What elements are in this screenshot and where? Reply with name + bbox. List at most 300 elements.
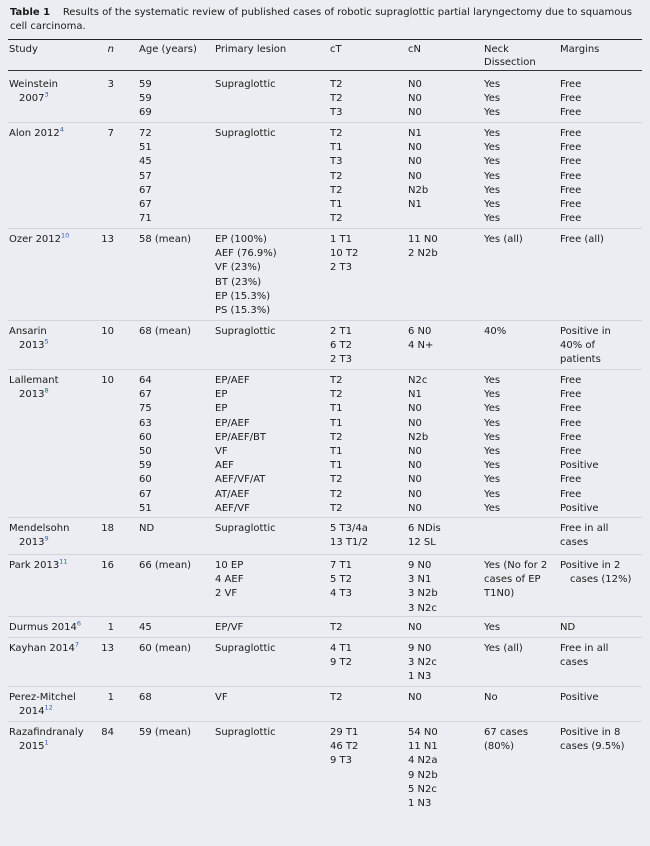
cn-cell (408, 642, 437, 685)
study-text: 2015 (19, 741, 45, 753)
ct-cell (330, 522, 368, 550)
neck-dissection-cell (484, 374, 500, 516)
ct-cell-line: T2 (330, 431, 343, 443)
cn-cell-line: N0 (408, 474, 422, 486)
neck-dissection-cell (484, 78, 500, 121)
cn-cell (408, 374, 428, 516)
cn-cell-line: 2 N2b (408, 248, 438, 260)
age-cell-line: 59 (139, 79, 152, 90)
primary-lesion-cell-line: Supraglottic (215, 79, 276, 90)
cn-cell (408, 78, 422, 121)
cn-cell-line: N1 (408, 199, 422, 211)
study-cell (9, 127, 64, 141)
ct-cell-line: 2 T3 (330, 354, 353, 366)
primary-lesion-cell (215, 127, 276, 141)
ct-cell-line: 7 T1 (330, 560, 353, 571)
n-cell: 7 (107, 128, 114, 139)
neck-dissection-cell-line: Yes (484, 79, 501, 90)
age-cell-line: 60 (mean) (139, 643, 192, 654)
reference-link[interactable]: 6 (76, 619, 82, 628)
neck-dissection-cell-line: Yes (484, 375, 501, 386)
study-text: Weinstein (9, 79, 58, 90)
neck-dissection-cell-line: Yes (484, 502, 501, 514)
study-text: Kayhan 2014 (9, 643, 75, 654)
study-cell (9, 621, 81, 635)
age-cell (139, 374, 152, 516)
ct-cell-line: T1 (330, 460, 343, 472)
age-cell-line: 51 (139, 142, 152, 154)
study-text: 2007 (19, 93, 45, 105)
study-text: Razafindranaly (9, 727, 84, 738)
primary-lesion-cell-line: 4 AEF (215, 574, 244, 586)
reference-link[interactable]: 9 (44, 534, 49, 543)
neck-dissection-cell (484, 127, 500, 226)
ct-cell (330, 642, 352, 670)
cn-cell-line: 5 N2c (408, 783, 437, 795)
age-cell-line: 59 (139, 460, 152, 472)
n-cell: 3 (107, 79, 114, 90)
cn-cell-line: N2b (408, 431, 429, 443)
ct-cell-line: T1 (330, 403, 343, 415)
margins-cell-line: Free (560, 79, 582, 90)
row-separator (8, 517, 642, 518)
ct-cell-line: T2 (330, 128, 343, 139)
ct-cell-line: T2 (330, 184, 343, 196)
margins-cell-line: patients (560, 354, 601, 366)
neck-dissection-cell-line: Yes (484, 474, 501, 486)
age-cell-line: 67 (139, 389, 152, 401)
ct-cell-line: T2 (330, 502, 343, 514)
ct-cell-line: 6 T2 (330, 340, 353, 352)
margins-cell (560, 233, 604, 247)
ct-cell-line: 4 T1 (330, 643, 353, 654)
primary-lesion-cell-line: 2 VF (215, 588, 238, 600)
ct-cell-line: T2 (330, 213, 343, 225)
study-text: Durmus 2014 (9, 622, 77, 633)
margins-cell-line: Free (560, 474, 582, 486)
primary-lesion-cell-line: EP (215, 389, 228, 401)
ct-cell (330, 374, 342, 516)
primary-lesion-cell (215, 522, 276, 536)
reference-link[interactable]: 11 (59, 557, 68, 566)
header-neck-dissection-line2: Dissection (484, 57, 536, 68)
cn-cell (408, 233, 438, 261)
margins-cell-line: Free (560, 375, 582, 386)
age-cell (139, 559, 191, 573)
margins-cell-line: Free (560, 431, 582, 443)
reference-link[interactable]: 4 (59, 125, 64, 134)
study-text: 2013 (19, 537, 45, 549)
row-separator (8, 616, 642, 617)
table-caption (10, 6, 640, 34)
cn-cell-line: 9 N0 (408, 560, 432, 571)
reference-link[interactable]: 3 (44, 90, 49, 99)
age-cell (139, 642, 191, 656)
primary-lesion-cell (215, 691, 228, 705)
neck-dissection-cell-line: T1N0) (484, 588, 515, 600)
ct-cell-line: T2 (330, 488, 343, 500)
age-cell-line: 59 (mean) (139, 727, 192, 738)
age-cell (139, 726, 191, 740)
ct-cell-line: T1 (330, 142, 343, 154)
margins-cell (560, 78, 581, 121)
study-line (9, 522, 69, 536)
reference-link[interactable]: 7 (74, 640, 79, 649)
age-cell-line: 67 (139, 199, 152, 211)
neck-dissection-cell-line: Yes (484, 184, 501, 196)
age-cell (139, 522, 154, 536)
study-cell (9, 325, 49, 353)
top-rule (8, 39, 642, 40)
study-line (9, 621, 81, 635)
neck-dissection-cell-line: Yes (484, 170, 501, 182)
margins-cell-line: Free (560, 142, 582, 154)
neck-dissection-cell-line: Yes (484, 622, 501, 633)
cn-cell-line: 6 NDis (408, 523, 441, 534)
margins-cell-line: Free (560, 403, 582, 415)
ct-cell-line: 2 T3 (330, 262, 353, 274)
row-separator (8, 721, 642, 722)
header-neck-dissection-line1: Neck (484, 44, 509, 55)
cn-cell-line: N0 (408, 502, 422, 514)
primary-lesion-cell-line: VF (215, 446, 228, 458)
primary-lesion-cell-line: EP/AEF/BT (215, 431, 266, 443)
cn-cell-line: N0 (408, 93, 422, 105)
margins-cell-line: Positive in 8 (560, 727, 621, 738)
ct-cell-line: 46 T2 (330, 741, 359, 753)
primary-lesion-cell-line: Supraglottic (215, 523, 276, 534)
neck-dissection-cell-line: Yes (No for 2 (484, 560, 548, 571)
header-ct: cT (330, 44, 342, 55)
neck-dissection-cell (484, 726, 528, 754)
margins-cell-line: Positive in 2 (560, 560, 621, 571)
cn-cell-line: N0 (408, 622, 422, 633)
row-separator (8, 228, 642, 229)
caption-text: Results of the systematic review of published cases of robotic supraglottic partial laryngectomy due to squamous cell carcinoma. (10, 7, 632, 32)
primary-lesion-cell-line: Supraglottic (215, 727, 276, 738)
n-cell: 84 (101, 727, 114, 738)
primary-lesion-cell (215, 559, 243, 602)
margins-cell (560, 127, 581, 226)
primary-lesion-cell (215, 233, 277, 318)
margins-cell-line: Free (560, 488, 582, 500)
header-neck-dissection (484, 43, 536, 69)
study-line (9, 92, 58, 106)
ct-cell-line: 5 T2 (330, 574, 353, 586)
age-cell (139, 691, 152, 705)
primary-lesion-cell-line: AEF/VF (215, 502, 250, 514)
study-line (9, 691, 76, 705)
cn-cell-line: 11 N0 (408, 234, 438, 245)
cn-cell (408, 522, 441, 550)
neck-dissection-cell-line: Yes (all) (484, 234, 523, 245)
neck-dissection-cell (484, 233, 523, 247)
ct-cell (330, 559, 352, 602)
age-cell-line: 69 (139, 107, 152, 119)
study-line (9, 325, 49, 339)
primary-lesion-cell-line: EP (100%) (215, 234, 267, 245)
study-text: 2013 (19, 389, 45, 401)
neck-dissection-cell-line: Yes (484, 431, 501, 443)
cn-cell-line: N2b (408, 184, 429, 196)
cn-cell-line: 11 N1 (408, 741, 438, 753)
header-age: Age (years) (139, 44, 197, 55)
cn-cell-line: N0 (408, 107, 422, 119)
margins-cell-line: Free in all (560, 643, 609, 654)
reference-link[interactable]: 12 (44, 703, 53, 712)
ct-cell-line: T2 (330, 622, 343, 633)
ct-cell (330, 621, 342, 635)
study-line (9, 233, 69, 247)
primary-lesion-cell-line: AT/AEF (215, 488, 250, 500)
neck-dissection-cell (484, 621, 500, 635)
primary-lesion-cell (215, 726, 276, 740)
margins-cell-line: Free (560, 170, 582, 182)
ct-cell-line: T2 (330, 79, 343, 90)
row-separator (8, 320, 642, 321)
age-cell-line: 51 (139, 502, 152, 514)
ct-cell-line: T3 (330, 156, 343, 168)
ct-cell-line: 4 T3 (330, 588, 353, 600)
cn-cell-line: 3 N2c (408, 657, 437, 669)
study-line (9, 559, 68, 573)
age-cell-line: 59 (139, 93, 152, 105)
cn-cell-line: 3 N2b (408, 588, 438, 600)
primary-lesion-cell (215, 621, 243, 635)
age-cell (139, 621, 152, 635)
cn-cell-line: N0 (408, 142, 422, 154)
cn-cell-line: 4 N2a (408, 755, 438, 767)
header-primary-lesion: Primary lesion (215, 44, 287, 55)
cn-cell-line: N1 (408, 389, 422, 401)
ct-cell-line: T2 (330, 474, 343, 486)
header-margins: Margins (560, 44, 600, 55)
age-cell (139, 78, 152, 121)
margins-cell-line: 40% of (560, 340, 596, 352)
age-cell-line: 67 (139, 184, 152, 196)
primary-lesion-cell-line: EP (215, 403, 228, 415)
primary-lesion-cell-line: EP/AEF (215, 417, 250, 429)
cn-cell-line: 3 N2c (408, 602, 437, 614)
primary-lesion-cell-line: EP/AEF (215, 375, 250, 386)
n-cell: 13 (101, 234, 114, 245)
margins-cell-line: ND (560, 622, 576, 633)
primary-lesion-cell-line: BT (23%) (215, 276, 262, 288)
margins-cell-line: cases (560, 657, 589, 669)
neck-dissection-cell (484, 559, 547, 602)
n-cell: 16 (101, 560, 114, 571)
primary-lesion-cell-line: Supraglottic (215, 643, 276, 654)
age-cell-line: 63 (139, 417, 152, 429)
reference-link[interactable]: 5 (44, 337, 49, 346)
margins-cell-line: Free (560, 93, 582, 105)
margins-cell-line: Free in all (560, 523, 609, 534)
study-text: Alon 2012 (9, 128, 60, 139)
neck-dissection-cell-line: Yes (484, 107, 501, 119)
header-n: n (107, 44, 114, 55)
age-cell-line: 68 (139, 692, 152, 703)
age-cell-line: 67 (139, 488, 152, 500)
cn-cell-line: 9 N2b (408, 769, 438, 781)
ct-cell-line: T2 (330, 170, 343, 182)
primary-lesion-cell-line: VF (23%) (215, 262, 261, 274)
cn-cell (408, 559, 438, 616)
neck-dissection-cell-line: Yes (484, 156, 501, 168)
n-cell: 10 (101, 326, 114, 337)
primary-lesion-cell-line: 10 EP (215, 560, 244, 571)
header-study: Study (9, 44, 38, 55)
study-line (9, 642, 79, 656)
n-cell: 18 (101, 523, 114, 534)
cn-cell-line: N0 (408, 488, 422, 500)
ct-cell-line: T2 (330, 93, 343, 105)
ct-cell-line: 9 T3 (330, 755, 353, 767)
margins-cell (560, 621, 575, 635)
primary-lesion-cell-line: AEF/VF/AT (215, 474, 266, 486)
primary-lesion-cell-line: AEF (215, 460, 234, 472)
margins-cell-line: Free (560, 389, 582, 401)
age-cell-line: 60 (139, 474, 152, 486)
ct-cell-line: T2 (330, 375, 343, 386)
study-text: Mendelsohn (9, 523, 70, 534)
cn-cell-line: 6 N0 (408, 326, 432, 337)
margins-cell (560, 726, 625, 754)
study-text: Ozer 2012 (9, 234, 62, 245)
primary-lesion-cell-line: EP (15.3%) (215, 290, 271, 302)
study-cell (9, 559, 68, 573)
neck-dissection-cell (484, 325, 506, 339)
neck-dissection-cell-line: Yes (484, 417, 501, 429)
study-text: Perez-Mitchel (9, 692, 76, 703)
primary-lesion-cell (215, 78, 276, 92)
primary-lesion-cell-line: VF (215, 692, 228, 703)
ct-cell (330, 325, 352, 368)
reference-link[interactable]: 1 (44, 738, 49, 747)
neck-dissection-cell-line: Yes (484, 93, 501, 105)
study-cell (9, 78, 58, 106)
cn-cell (408, 127, 428, 212)
age-cell (139, 325, 191, 339)
study-line (9, 536, 69, 550)
primary-lesion-cell-line: PS (15.3%) (215, 305, 271, 317)
age-cell-line: 71 (139, 213, 152, 225)
age-cell-line: 60 (139, 431, 152, 443)
cn-cell-line: N0 (408, 460, 422, 472)
study-line (9, 78, 58, 92)
ct-cell (330, 78, 342, 121)
header-rule (8, 70, 642, 71)
margins-cell-line: Free (560, 417, 582, 429)
row-separator (8, 637, 642, 638)
study-cell (9, 233, 69, 247)
age-cell-line: 58 (mean) (139, 234, 192, 245)
ct-cell-line: 5 T3/4a (330, 523, 368, 534)
header-cn: cN (408, 44, 421, 55)
ct-cell (330, 233, 358, 276)
age-cell-line: 45 (139, 156, 152, 168)
row-separator (8, 122, 642, 123)
cn-cell (408, 691, 422, 705)
neck-dissection-cell-line: Yes (all) (484, 643, 523, 654)
margins-cell-line: Free (560, 184, 582, 196)
ct-cell-line: 10 T2 (330, 248, 359, 260)
margins-cell-line: Free (560, 107, 582, 119)
ct-cell-line: 13 T1/2 (330, 537, 369, 549)
margins-cell-line: Positive (560, 692, 599, 703)
study-line (9, 705, 76, 719)
primary-lesion-cell-line: Supraglottic (215, 128, 276, 139)
ct-cell-line: T2 (330, 692, 343, 703)
age-cell-line: 50 (139, 446, 152, 458)
reference-link[interactable]: 10 (61, 231, 70, 240)
neck-dissection-cell-line: 40% (484, 326, 507, 337)
age-cell-line: ND (139, 523, 155, 534)
ct-cell-line: 9 T2 (330, 657, 353, 669)
neck-dissection-cell-line: Yes (484, 403, 501, 415)
row-separator (8, 369, 642, 370)
reference-link[interactable]: 8 (44, 386, 49, 395)
ct-cell-line: 2 T1 (330, 326, 353, 337)
study-line (9, 374, 59, 388)
ct-cell-line: 29 T1 (330, 727, 359, 738)
cn-cell-line: 9 N0 (408, 643, 432, 654)
neck-dissection-cell-line: Yes (484, 460, 501, 472)
age-cell-line: 45 (139, 622, 152, 633)
caption-label: Table 1 (10, 7, 51, 18)
neck-dissection-cell-line: Yes (484, 199, 501, 211)
primary-lesion-cell-line: AEF (76.9%) (215, 248, 277, 260)
primary-lesion-cell-line: Supraglottic (215, 326, 276, 337)
margins-cell-line: cases (9.5%) (560, 741, 625, 753)
study-line (9, 127, 64, 141)
cn-cell-line: N0 (408, 417, 422, 429)
study-cell (9, 726, 84, 754)
ct-cell-line: T2 (330, 389, 343, 401)
cn-cell (408, 621, 422, 635)
margins-cell-line: Positive in (560, 326, 611, 337)
neck-dissection-cell-line: Yes (484, 128, 501, 139)
cn-cell-line: 1 N3 (408, 671, 432, 683)
study-text: Lallemant (9, 375, 59, 386)
ct-cell-line: T1 (330, 417, 343, 429)
cn-cell-line: N2c (408, 375, 428, 386)
study-text: Park 2013 (9, 560, 60, 571)
cn-cell-line: 54 N0 (408, 727, 438, 738)
neck-dissection-cell (484, 642, 523, 656)
cn-cell-line: N0 (408, 156, 422, 168)
neck-dissection-cell-line: No (484, 692, 498, 703)
row-separator (8, 686, 642, 687)
cn-cell-line: N0 (408, 446, 422, 458)
neck-dissection-cell-line: (80%) (484, 741, 515, 753)
n-cell: 10 (101, 375, 114, 386)
primary-lesion-cell (215, 374, 266, 516)
margins-cell (560, 642, 608, 670)
age-cell-line: 64 (139, 375, 152, 386)
margins-cell-line: Free (560, 128, 582, 139)
margins-cell-line: Positive (560, 460, 599, 472)
neck-dissection-cell-line: Yes (484, 213, 501, 225)
cn-cell (408, 726, 438, 811)
age-cell-line: 72 (139, 128, 152, 139)
primary-lesion-cell-line: EP/VF (215, 622, 244, 633)
age-cell (139, 233, 191, 247)
ct-cell-line: T1 (330, 446, 343, 458)
age-cell-line: 68 (mean) (139, 326, 192, 337)
age-cell (139, 127, 152, 226)
margins-cell-line: Free (560, 213, 582, 225)
margins-cell-line: Free (560, 199, 582, 211)
